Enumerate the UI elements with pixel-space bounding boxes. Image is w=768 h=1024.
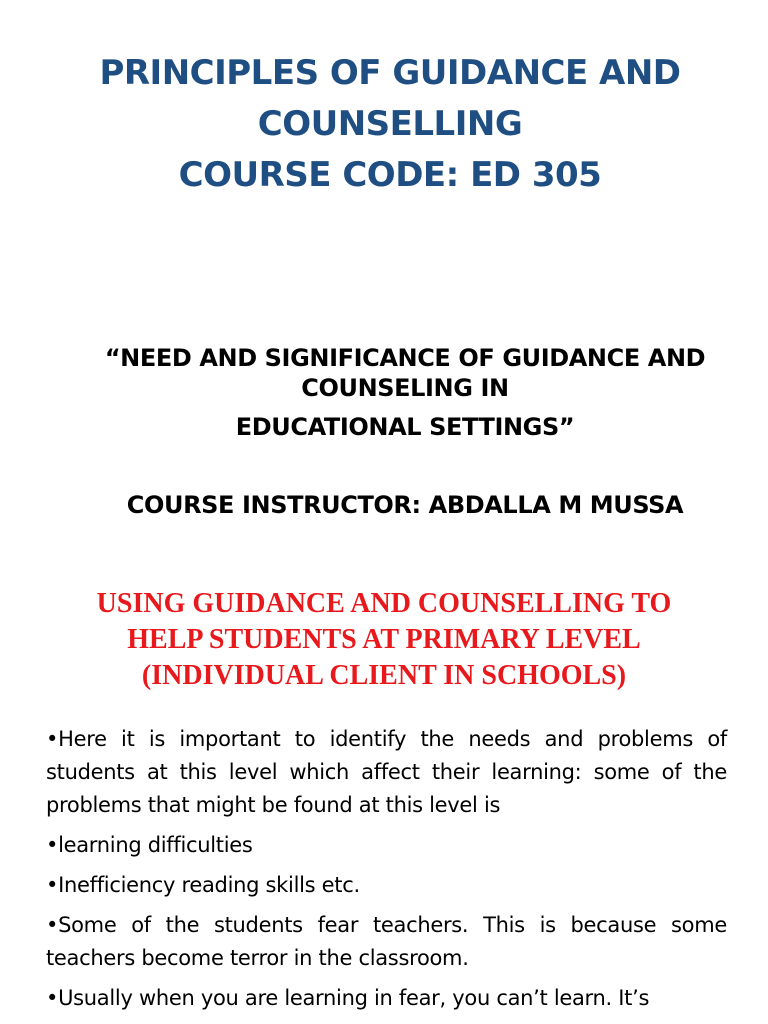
bullet-paragraph: •Some of the students fear teachers. This is because some teachers become terror in the classroom. [46,913,727,970]
title-line-1: PRINCIPLES OF GUIDANCE AND [99,53,681,93]
subtitle-line-3: EDUCATIONAL SETTINGS” [235,413,575,441]
subtitle-line-1: “NEED AND SIGNIFICANCE OF GUIDANCE AND [104,344,706,372]
bullet-paragraph: •learning difficulties [46,833,253,857]
subtitle-line-2: COUNSELING IN [301,374,509,402]
document-title [0,48,768,201]
body-text [46,723,727,1022]
section-heading-line-2: HELP STUDENTS AT PRIMARY LEVEL [127,624,641,655]
course-instructor: COURSE INSTRUCTOR: ABDALLA M MUSSA [126,491,684,519]
bullet-paragraph: •Here it is important to identify the needs and problems of students at this level which affect their learning: some of the problems that might be found at this level is [46,727,727,817]
course-code: COURSE CODE: ED 305 [178,155,602,195]
section-heading-line-3: (INDIVIDUAL CLIENT IN SCHOOLS) [141,660,627,691]
document-subtitle [50,342,760,442]
title-line-2: COUNSELLING [257,104,523,144]
section-heading-line-1: USING GUIDANCE AND COUNSELLING TO [96,588,672,619]
bullet-paragraph: •Inefficiency reading skills etc. [46,873,360,897]
bullet-paragraph: •Usually when you are learning in fear, you can’t learn. It’s [46,986,650,1010]
section-heading [0,586,768,694]
